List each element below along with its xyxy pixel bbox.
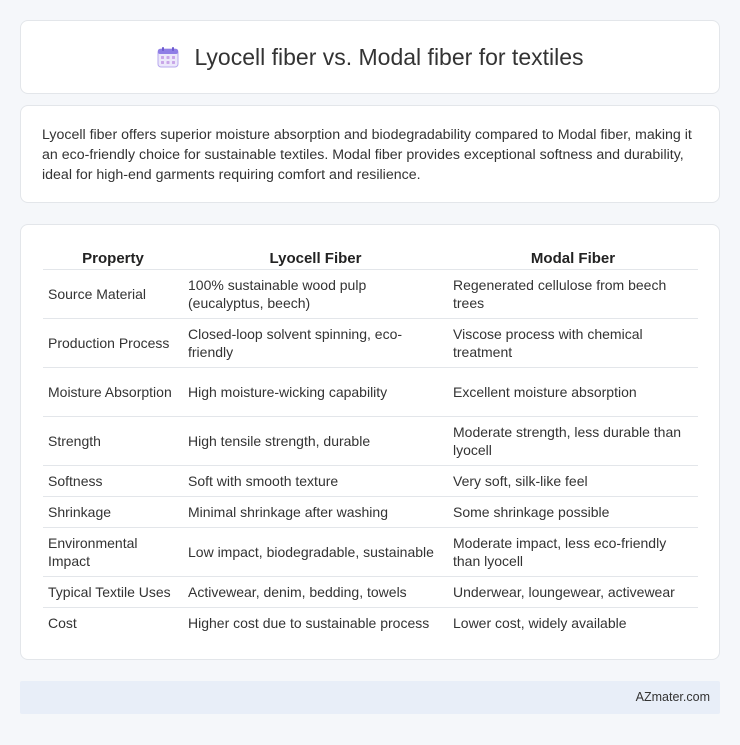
table-row <box>43 527 698 576</box>
table-cell: Typical Textile Uses <box>43 576 183 607</box>
table-row <box>43 416 698 465</box>
table-cell: Source Material <box>43 269 183 318</box>
table-row <box>43 318 698 367</box>
table-cell: Excellent moisture absorption <box>448 367 698 416</box>
calendar-icon <box>156 45 180 69</box>
table-cell: Lower cost, widely available <box>448 607 698 638</box>
table-cell: 100% sustainable wood pulp (eucalyptus, beech) <box>183 269 448 318</box>
table-cell: Low impact, biodegradable, sustainable <box>183 527 448 576</box>
table-cell: Environmental Impact <box>43 527 183 576</box>
table-header-row <box>43 245 698 269</box>
table-row <box>43 496 698 527</box>
table-cell: Underwear, loungewear, activewear <box>448 576 698 607</box>
table-cell: Activewear, denim, bedding, towels <box>183 576 448 607</box>
column-header: Property <box>82 250 144 268</box>
footer-brand: AZmater.com <box>635 690 710 704</box>
page-title: Lyocell fiber vs. Modal fiber for textiles <box>194 43 584 70</box>
comparison-table-card <box>20 224 720 660</box>
table-cell: Softness <box>43 465 183 496</box>
column-header: Modal Fiber <box>530 250 616 268</box>
table-cell: Very soft, silk-like feel <box>448 465 698 496</box>
table-cell: Strength <box>43 416 183 465</box>
table-row <box>43 607 698 638</box>
table-cell: Cost <box>43 607 183 638</box>
table-cell: Minimal shrinkage after washing <box>183 496 448 527</box>
table-cell: Some shrinkage possible <box>448 496 698 527</box>
table-cell: Soft with smooth texture <box>183 465 448 496</box>
column-header: Lyocell Fiber <box>269 250 362 268</box>
table-cell: Moderate impact, less eco-friendly than lyocell <box>448 527 698 576</box>
table-cell: High moisture-wicking capability <box>183 367 448 416</box>
table-cell: Moisture Absorption <box>43 367 183 416</box>
table-row <box>43 465 698 496</box>
comparison-table <box>43 245 698 638</box>
table-row <box>43 367 698 416</box>
table-cell: Viscose process with chemical treatment <box>448 318 698 367</box>
title-card <box>20 20 720 94</box>
table-cell: Shrinkage <box>43 496 183 527</box>
table-cell: Production Process <box>43 318 183 367</box>
table-cell: Moderate strength, less durable than lyocell <box>448 416 698 465</box>
table-cell: High tensile strength, durable <box>183 416 448 465</box>
description-text: Lyocell fiber offers superior moisture absorption and biodegradability compared to Modal fiber, making it an eco-friendly choice for sustainable textiles. Modal fiber provides exceptional softness and durability, ideal for high-end garments requiring comfort and resilience. <box>42 127 692 183</box>
table-cell: Closed-loop solvent spinning, eco-friendly <box>183 318 448 367</box>
table-row <box>43 576 698 607</box>
table-row <box>43 269 698 318</box>
table-cell: Regenerated cellulose from beech trees <box>448 269 698 318</box>
table-cell: Higher cost due to sustainable process <box>183 607 448 638</box>
footer <box>20 681 720 714</box>
description-card <box>20 105 720 203</box>
